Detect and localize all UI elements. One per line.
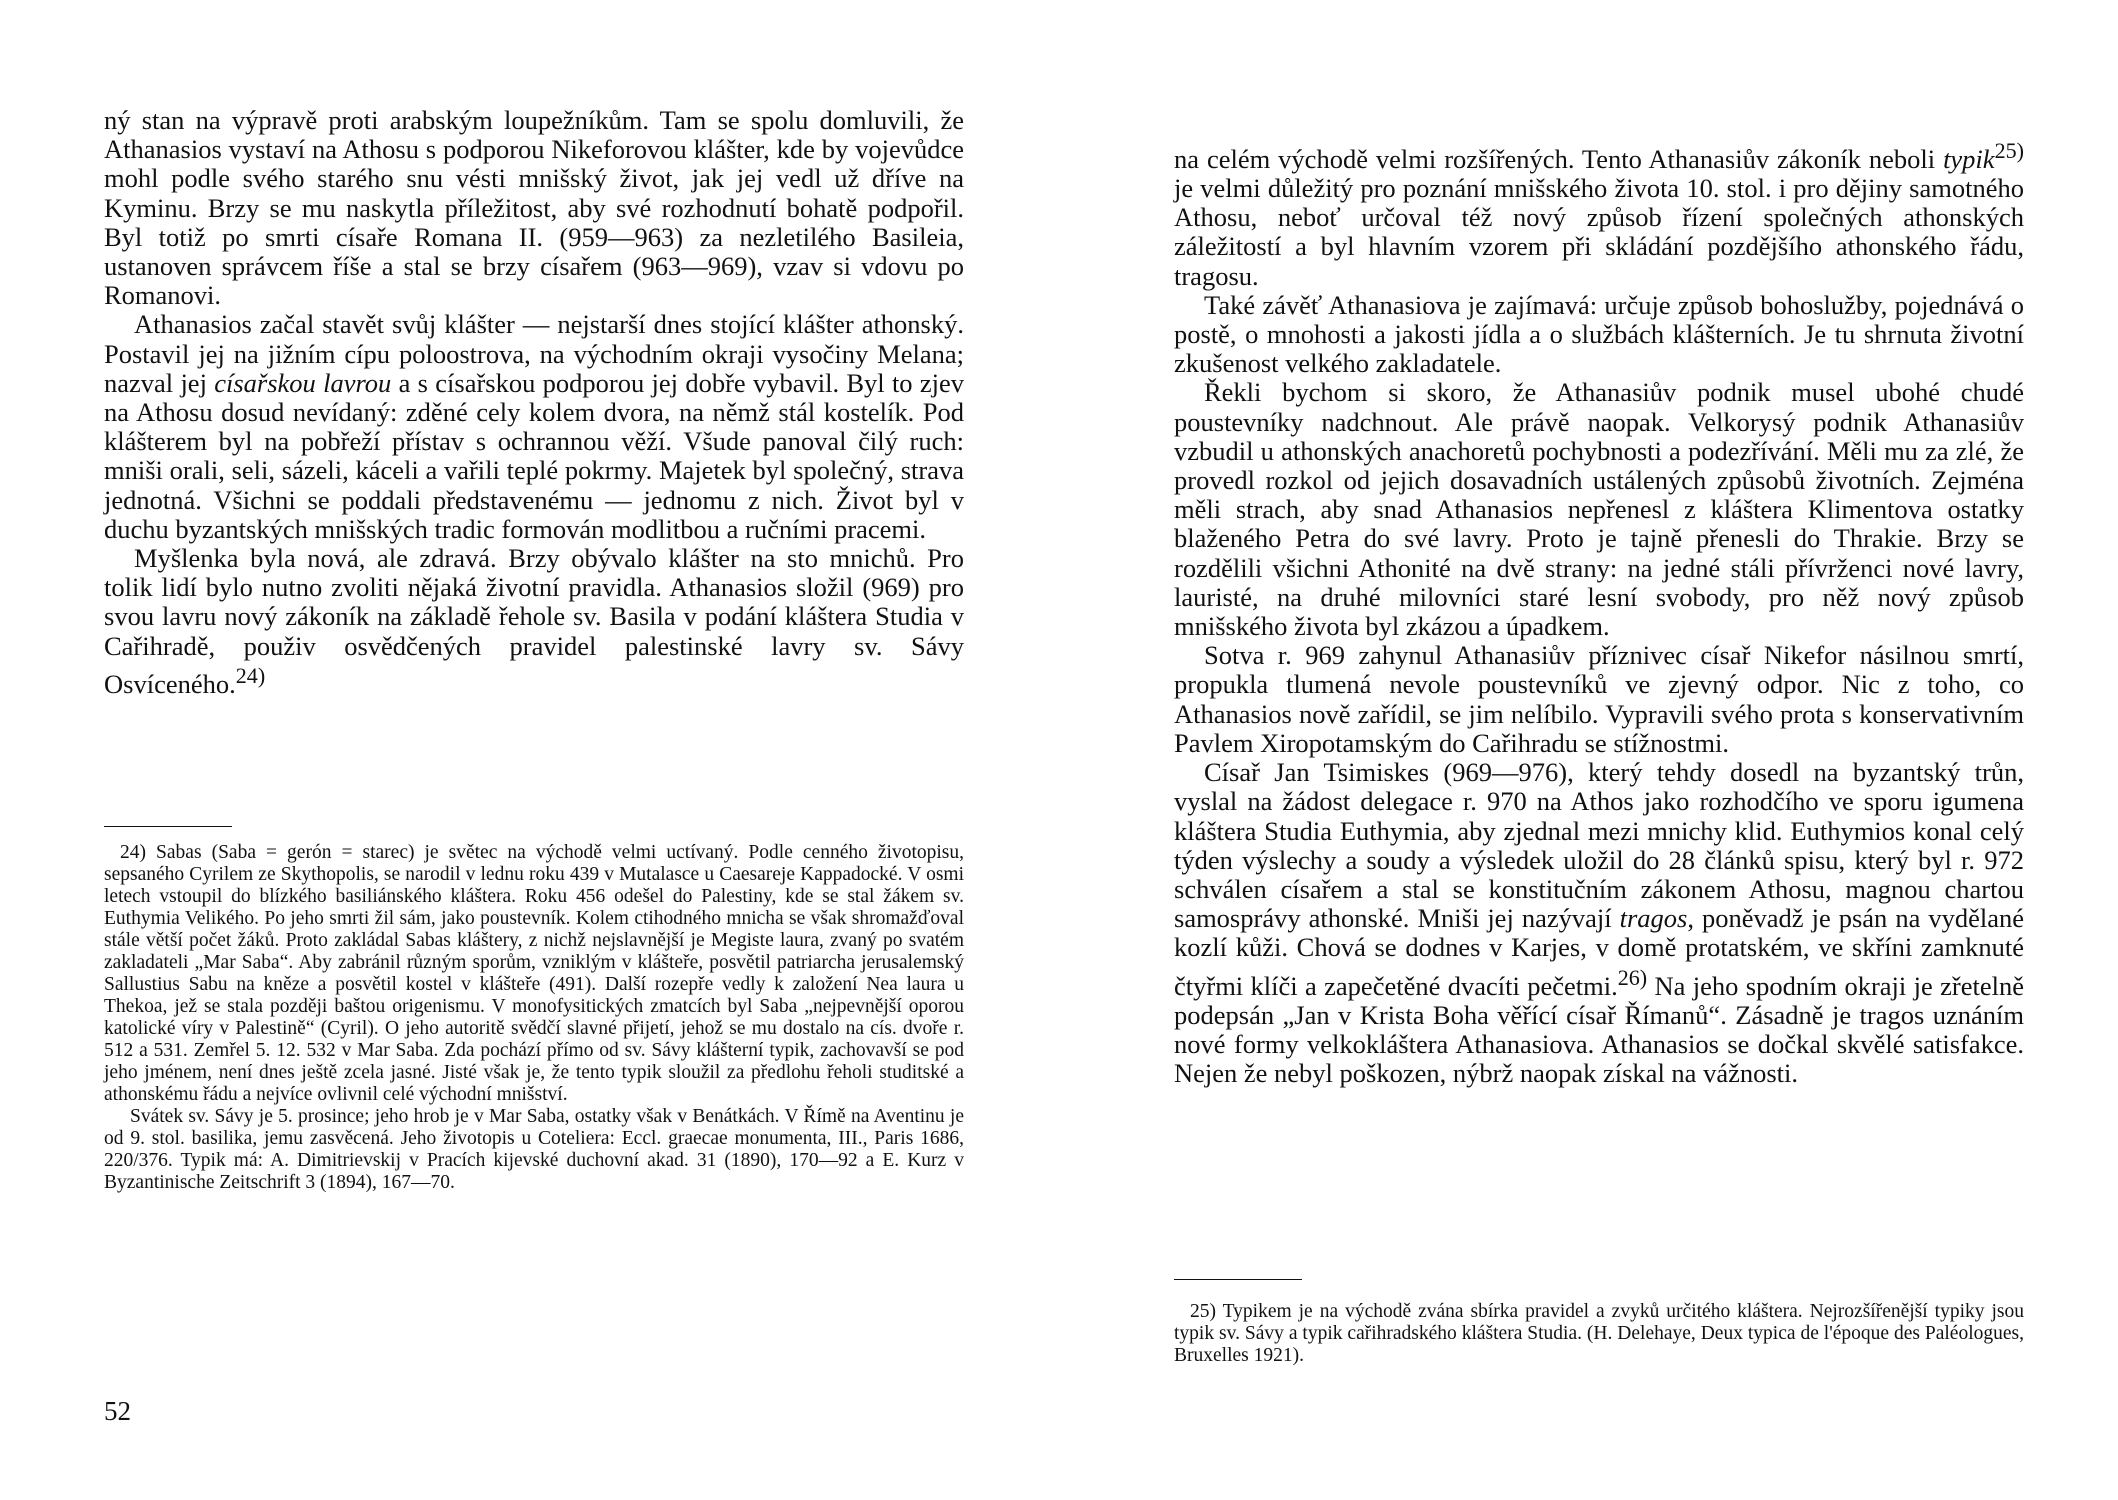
right-paragraph-5: Císař Jan Tsimiskes (969—976), který tehdy dosedl na byzantský trůn, vyslal na žádost delegace r. 970 na Athos jako rozhodčího ve sporu igumena kláštera Studia Euthymia, aby zjednal mezi mnichy klid. Euthymios konal celý týden výslechy a soudy a výsledek uložil do 28 článků spisu, který byl r. 972 schválen císařem a stal se konstitučním zákonem Athosu, magnou chartou samosprávy athonské. Mniši jej nazývají tragos, poněvadž je psán na vydělané kozlí kůži. Chová se dodnes v Karjes, v domě protatském, ve skříni zamknuté čtyřmi klíči a zapečetěné dvacíti pečetmi.$^{26)}$ Na jeho spodním okraji je zřetelně podepsán „Jan v Krista Boha věřící císař Římanů“. Zásadně je tragos uznáním nové formy velkokláštera Athanasiova. Athanasios se dočkal skvělé satisfakce. Nejen že nebyl poškozen, nýbrž naopak získal na vážnosti.: [1174, 757, 2024, 1088]
footnote-24: 24) Sabas (Saba = gerón = starec) je světec na východě velmi uctívaný. Podle cenného životopisu, sepsaného Cyrilem ze Skythopolis, se narodil v lednu roku 439 v Mutalasce u Caesareje Kappadocké. V osmi letech vstoupil do blízkého basiliánského kláštera. Roku 456 odešel do Palestiny, kde se stal žákem sv. Euthymia Velikého. Po jeho smrti žil sám, jako poustevník. Kolem ctihodného mnicha se však shromažďoval stále větší počet žáků. Proto zakládal Sabas kláštery, z nichž nejslavnější je Megiste laura, zvaný po svatém zakladateli „Mar Saba“. Aby zabránil různým sporům, vzniklým v klášteře, posvětil patriarcha jerusalemský Sallustius Sabu na kněze a posvětil kostel v klášteře (491). Další rozepře vedly k založení Nea laura u Thekoa, jež se stala později baštou origenismu. V monofysitických zmatcích byl Saba „nejpevnější oporou katolické víry v Palestině“ (Cyril). O jeho autoritě svědčí slavné přijetí, jehož se mu dostalo na cís. dvoře r. 512 a 531. Zemřel 5. 12. 532 v Mar Saba. Zda pochází přímo od sv. Sávy klášterní typik, zachovavší se pod jeho jménem, není dnes ještě zcela jasné. Jisté však je, že tento typik sloužil za předlohu řeholi studitské a athonskému řádu a nejvíce ovlivnil celé východní mnišství.: [104, 842, 965, 1105]
italic-term: císařskou lavrou: [214, 367, 392, 398]
italic-term: typik: [1943, 143, 1995, 174]
footnote-rule: [1174, 1279, 1302, 1280]
footnote-ref: 25): [1994, 138, 2024, 163]
footnote-rule: [104, 826, 232, 827]
left-paragraph-3: Myšlenka byla nová, ale zdravá. Brzy obývalo klášter na sto mnichů. Pro tolik lidí bylo nutno zvoliti nějaká životní pravidla. Athanasios složil (969) pro svou lavru nový zákoník na základě řehole sv. Basila v podání kláštera Studia v Cařihradě, použiv osvědčených pravidel palestinské lavry sv. Sávy Osvíceného.$^{24)}$: [104, 543, 964, 699]
footnote-25: 25) Typikem je na východě zvána sbírka pravidel a zvyků určitého kláštera. Nejrozšířenější typiky jsou typik sv. Sávy a typik cařihradského kláštera Studia. (H. Delehaye, Deux typica de l'époque des Paléologues, Bruxelles 1921).: [1174, 1301, 2024, 1366]
left-main-text: [104, 106, 964, 699]
left-footnotes: [104, 842, 964, 1194]
right-footnotes: [1174, 1301, 2024, 1367]
page-number: 52: [104, 1396, 131, 1426]
footnote-ref: 26): [1617, 964, 1648, 990]
footnote-ref: 24): [235, 662, 266, 688]
left-paragraph-2: Athanasios začal stavět svůj klášter — nejstarší dnes stojící klášter athonský. Postavil jej na jižním cípu poloostrova, na východním okraji vysočiny Melana; nazval jej císařskou lavrou a s císařskou podporou jej dobře vybavil. Byl to zjev na Athosu dosud nevídaný: zděné cely kolem dvora, na němž stál kostelík. Pod klášterem byl na pobřeží přístav s ochrannou věží. Všude panoval čilý ruch: mniši orali, seli, sázeli, káceli a vařili teplé pokrmy. Majetek byl společný, strava jednotná. Všichni se poddali představenému — jednomu z nich. Život byl v duchu byzantských mnišských tradic formován modlitbou a ručními pracemi.: [104, 309, 964, 544]
italic-term: tragos: [1619, 903, 1688, 934]
right-main-text: [1174, 136, 2024, 1088]
left-paragraph-1: ný stan na výpravě proti arabským loupežníkům. Tam se spolu domluvili, že Athanasios vystaví na Athosu s podporou Nikeforovou klášter, kde by vojevůdce mohl podle svého starého snu vésti mnišský život, jak jej vedl už dříve na Kyminu. Brzy se mu naskytla příležitost, aby své rozhodnutí bohatě podpořil. Byl totiž po smrti císaře Romana II. (959—963) za nezletilého Basileia, ustanoven správcem říše a stal se brzy císařem (963—969), vzav si vdovu po Romanovi.: [104, 105, 964, 311]
footnote-24-continued: Svátek sv. Sávy je 5. prosince; jeho hrob je v Mar Saba, ostatky však v Benátkách. V Římě na Aventinu je od 9. stol. basilika, jemu zasvěcená. Jeho životopis u Coteliera: Eccl. graecae monumenta, III., Paris 1686, 220/376. Typik má: A. Dimitrievskij v Pracích kijevské duchovní akad. 31 (1890), 170—92 a E. Kurz v Byzantinische Zeitschrift 3 (1894), 167—70.: [104, 1106, 964, 1193]
right-paragraph-1: na celém východě velmi rozšířených. Tento Athanasiův zákoník neboli typik$^{25)}$ je velmi důležitý pro poznání mnišského života 10. stol. i pro dějiny samotného Athosu, neboť určoval též nový způsob řízení společných athonských záležitostí a byl hlavním vzorem při skládání pozdějšího athonského řádu, tragosu.: [1174, 138, 2024, 291]
right-paragraph-3: Řekli bychom si skoro, že Athanasiův podnik musel ubohé chudé poustevníky nadchnout. Ale právě naopak. Velkorysý podnik Athanasiův vzbudil u athonských anachoretů pochybnosti a podezřívání. Měli mu za zlé, že provedl rozkol od jejich dosavadních ustálených způsobů životních. Zejména měli strach, aby snad Athanasios nepřenesl z kláštera Klimentova ostatky blaženého Petra do své lavry. Proto je tajně přenesli do Thrakie. Brzy se rozdělili všichni Athonité na dvě strany: na jedné stáli přívrženci nové lavry, lauristé, na druhé milovníci staré lesní svobody, pro něž nový způsob mnišského života byl zkázou a úpadkem.: [1174, 377, 2024, 642]
right-paragraph-4: Sotva r. 969 zahynul Athanasiův příznivec císař Nikefor násilnou smrtí, propukla tlumená nevole poustevníků ve zjevný odpor. Nic z toho, co Athanasios nově zařídil, se jim nelíbilo. Vypravili svého prota s konservativním Pavlem Xiropotamským do Cařihradu se stížnostmi.: [1174, 640, 2024, 758]
right-paragraph-2: Také závěť Athanasiova je zajímavá: určuje způsob bohoslužby, pojednává o postě, o mnohosti a jakosti jídla a o službách klášterních. Je tu shrnuta životní zkušenost velkého zakladatele.: [1174, 289, 2024, 379]
right-page: [1059, 0, 2118, 1500]
